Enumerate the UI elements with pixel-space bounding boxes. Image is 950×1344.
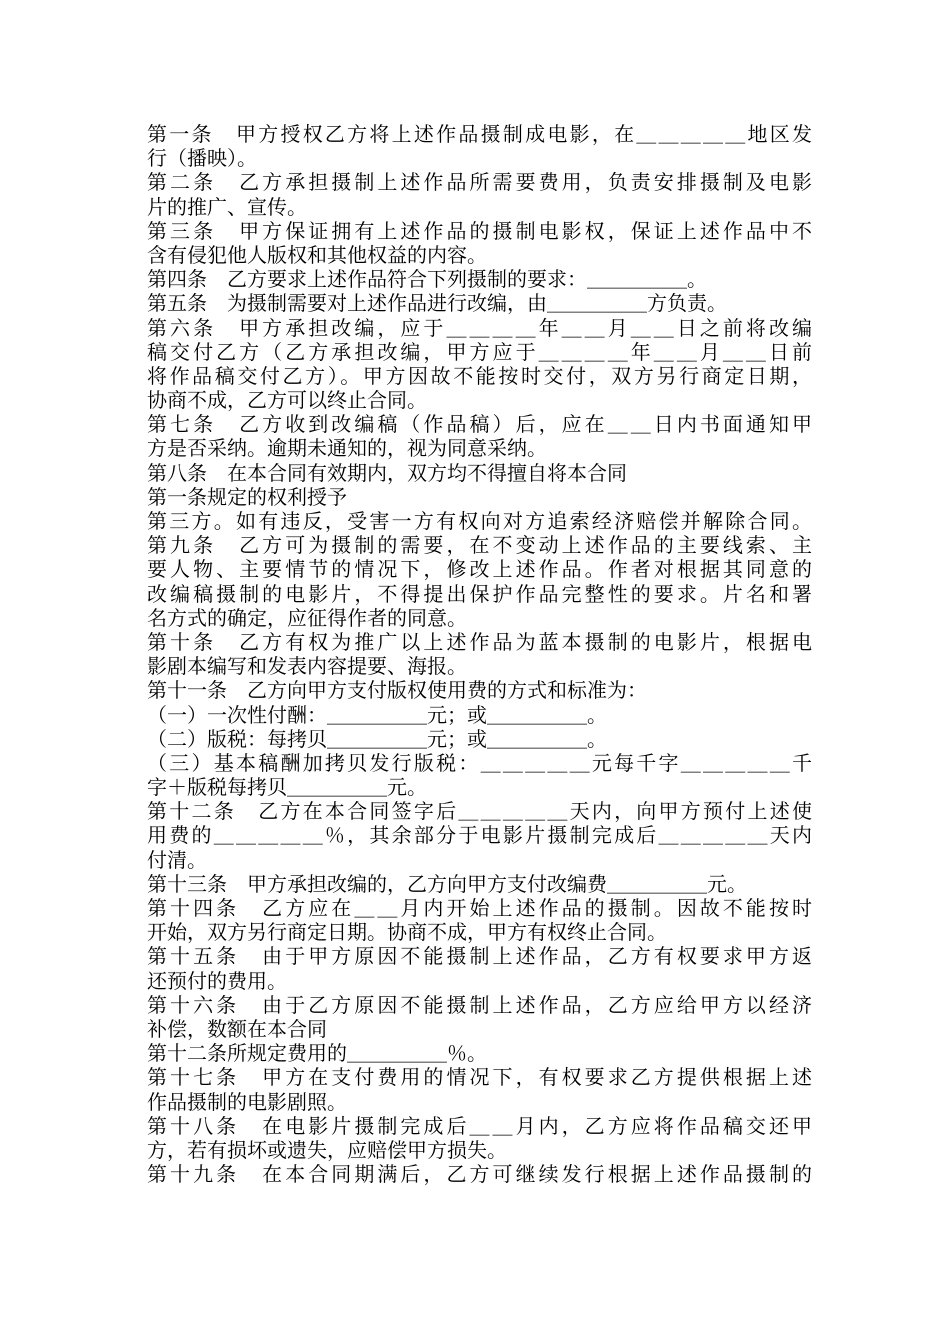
text-line: 稿交付乙方（乙方承担改编，甲方应于＿＿＿＿年＿＿月＿＿日前 — [147, 339, 812, 364]
text-line: （二）版税：每拷贝＿＿＿＿＿元；或＿＿＿＿＿。 — [147, 726, 607, 751]
text-line: 第三条 甲方保证拥有上述作品的摄制电影权，保证上述作品中不 — [147, 218, 812, 243]
text-line: 第十五条 由于甲方原因不能摄制上述作品，乙方有权要求甲方返 — [147, 944, 812, 969]
text-line: 第八条 在本合同有效期内，双方均不得擅自将本合同 — [147, 460, 627, 485]
text-line: 第三方。如有违反，受害一方有权向对方追索经济赔偿并解除合同。 — [147, 509, 812, 533]
text-line: 改编稿摄制的电影片，不得提出保护作品完整性的要求。片名和署 — [147, 581, 812, 606]
text-line: 第一条规定的权利授予 — [147, 484, 347, 509]
text-line: 第五条 为摄制需要对上述作品进行改编，由＿＿＿＿＿方负责。 — [147, 291, 727, 316]
text-line: 用费的＿＿＿＿＿％，其余部分于电影片摄制完成后＿＿＿＿＿天内 — [147, 823, 812, 848]
text-line: 第九条 乙方可为摄制的需要，在不变动上述作品的主要线索、主 — [147, 533, 812, 558]
contract-body — [147, 122, 812, 1186]
text-line: 第十八条 在电影片摄制完成后＿＿月内，乙方应将作品稿交还甲 — [147, 1113, 812, 1138]
text-line: 作品摄制的电影剧照。 — [147, 1089, 347, 1114]
text-line: 第六条 甲方承担改编，应于＿＿＿＿年＿＿月＿＿日之前将改编 — [147, 315, 812, 340]
text-line: 第四条 乙方要求上述作品符合下列摄制的要求：＿＿＿＿＿。 — [147, 267, 707, 292]
text-line: 还预付的费用。 — [147, 968, 287, 993]
text-line: 将作品稿交付乙方）。甲方因故不能按时交付，双方另行商定日期， — [147, 363, 812, 388]
text-line: 第十六条 由于乙方原因不能摄制上述作品，乙方应给甲方以经济 — [147, 992, 812, 1017]
text-line: 第十二条 乙方在本合同签字后＿＿＿＿＿天内，向甲方预付上述使 — [147, 799, 812, 824]
text-line: 第十一条 乙方向甲方支付版权使用费的方式和标准为： — [147, 678, 647, 703]
text-line: 第二条 乙方承担摄制上述作品所需要费用，负责安排摄制及电影 — [147, 170, 812, 195]
text-line: 名方式的确定，应征得作者的同意。 — [147, 605, 467, 630]
text-line: 方是否采纳。逾期未通知的，视为同意采纳。 — [147, 436, 547, 461]
text-line: 第一条 甲方授权乙方将上述作品摄制成电影，在＿＿＿＿＿地区发 — [147, 122, 812, 146]
text-line: 要人物、主要情节的情况下，修改上述作品。作者对根据其同意的 — [147, 557, 812, 582]
text-line: 第十三条 甲方承担改编的，乙方向甲方支付改编费＿＿＿＿＿元。 — [147, 871, 747, 896]
text-line: 开始，双方另行商定日期。协商不成，甲方有权终止合同。 — [147, 920, 667, 945]
text-line: 协商不成，乙方可以终止合同。 — [147, 388, 427, 413]
text-line: 字＋版税每拷贝＿＿＿＿＿元。 — [147, 775, 427, 800]
text-line: （一）一次性付酬：＿＿＿＿＿元；或＿＿＿＿＿。 — [147, 702, 607, 727]
text-line: 第十四条 乙方应在＿＿月内开始上述作品的摄制。因故不能按时 — [147, 896, 812, 920]
text-line: 第十二条所规定费用的＿＿＿＿＿％。 — [147, 1041, 487, 1066]
text-line: 第十七条 甲方在支付费用的情况下，有权要求乙方提供根据上述 — [147, 1065, 812, 1090]
text-line: 第十条 乙方有权为推广以上述作品为蓝本摄制的电影片，根据电 — [147, 629, 812, 654]
text-line: 第七条 乙方收到改编稿（作品稿）后，应在＿＿日内书面通知甲 — [147, 412, 812, 437]
text-line: 片的推广、宣传。 — [147, 194, 307, 219]
text-line: 含有侵犯他人版权和其他权益的内容。 — [147, 242, 487, 267]
text-line: 付清。 — [147, 847, 207, 872]
text-line: 影剧本编写和发表内容提要、海报。 — [147, 654, 467, 679]
text-line: 方，若有损坏或遗失，应赔偿甲方损失。 — [147, 1137, 507, 1162]
text-line: 行（播映）。 — [147, 146, 257, 171]
text-line: 补偿，数额在本合同 — [147, 1016, 327, 1041]
text-line: （三）基本稿酬加拷贝发行版税：＿＿＿＿＿元每千字＿＿＿＿＿千 — [147, 750, 812, 775]
text-line: 第十九条 在本合同期满后，乙方可继续发行根据上述作品摄制的 — [147, 1162, 812, 1187]
